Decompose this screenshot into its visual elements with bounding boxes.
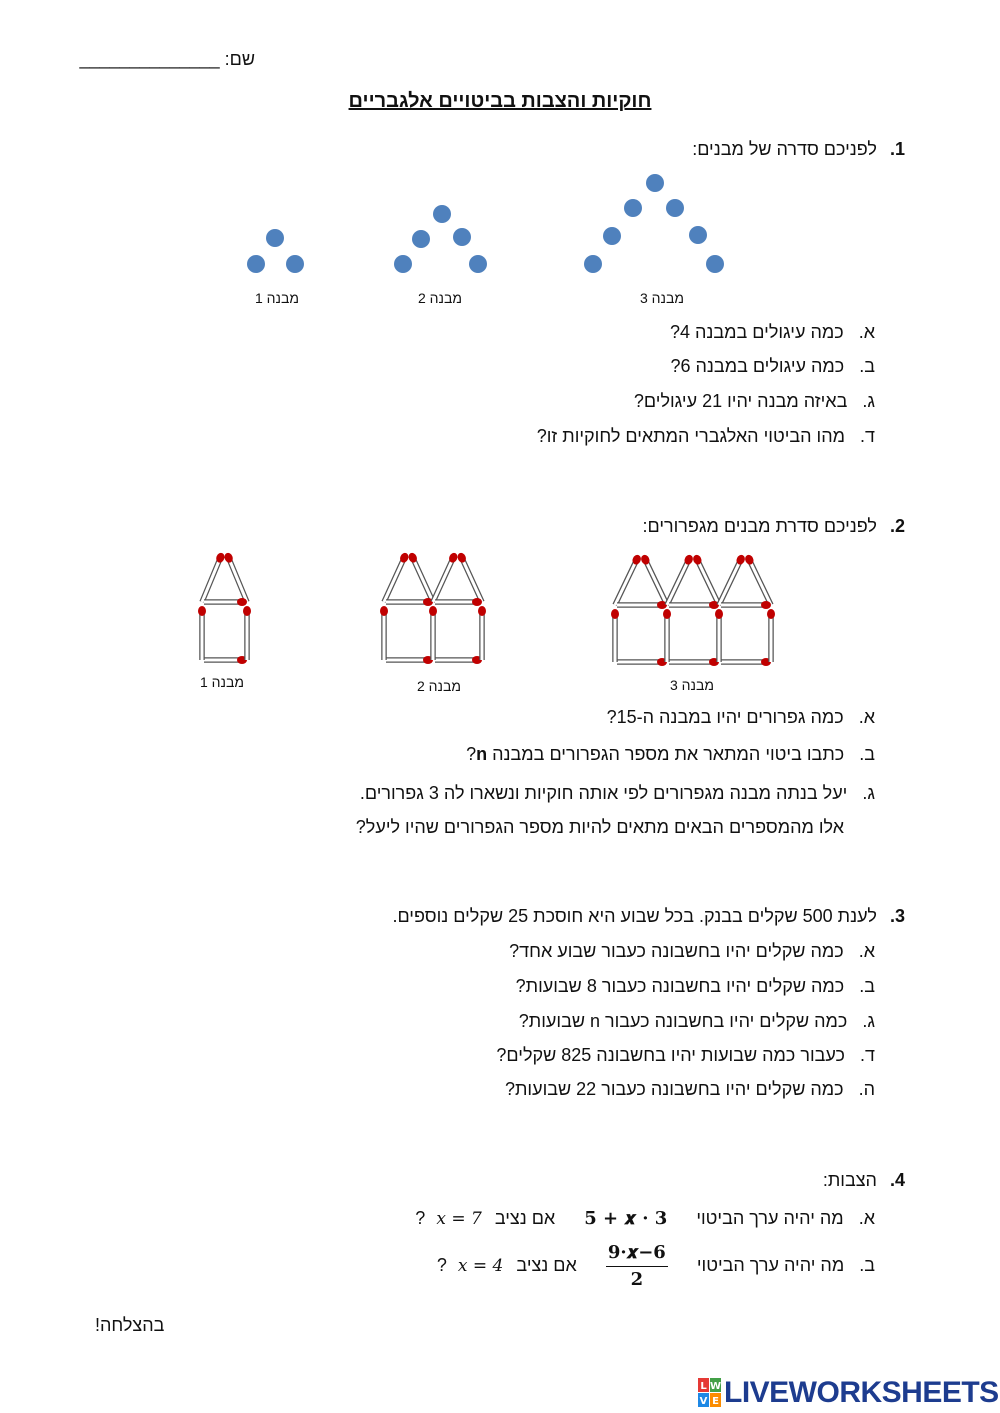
figure-circle (394, 255, 412, 273)
expression-b-fraction (606, 1242, 668, 1291)
q1-item-b (670, 355, 875, 377)
matchstick (456, 552, 482, 602)
q3-item-c (519, 1010, 875, 1032)
figure-circle (689, 226, 707, 244)
figure-circle (453, 228, 471, 246)
matchstick (615, 553, 642, 605)
item-text: כמה שקלים יהיו בחשבונה כעבור 8 שבועות? (515, 976, 845, 996)
matchstick (721, 601, 771, 609)
q1-figure-1-label: מבנה 1 (255, 290, 299, 306)
name-line (79, 48, 255, 70)
figure-circle (646, 174, 664, 192)
item-text: כמה עיגולים במבנה 6? (670, 356, 845, 376)
fraction-numerator: 9·𝒙−6 (606, 1242, 668, 1267)
logo-badge-letter: E (712, 1396, 719, 1407)
name-label: שם: (224, 49, 255, 69)
item-letter: ב. (859, 356, 875, 376)
matchstick (202, 552, 226, 602)
variable-n: n (476, 744, 488, 764)
circle-figure-2 (394, 205, 487, 273)
figure-circle (469, 255, 487, 273)
matchstick (433, 552, 459, 602)
q2-intro-text: לפניכם סדרת מבנים מגפרורים: (642, 516, 877, 536)
q4-item-b (437, 1238, 875, 1293)
q3-item-d (496, 1044, 875, 1066)
fraction-denominator: 2 (630, 1268, 644, 1290)
q1-item-a (670, 321, 875, 343)
matchstick (435, 598, 482, 606)
q3-item-a (509, 940, 875, 962)
q2-item-c (360, 782, 875, 804)
matchstick (669, 658, 719, 666)
q4-intro-text: הצבות: (822, 1170, 877, 1190)
matchstick (663, 609, 671, 662)
q4-intro (823, 1169, 905, 1191)
q1-item-d (537, 425, 875, 447)
matchstick (478, 606, 486, 660)
logo-badge-letter: V (699, 1396, 708, 1407)
substitution-a: 𝑥 = 7 (436, 1209, 482, 1229)
matchstick (386, 598, 433, 606)
item-letter: ג. (862, 1011, 875, 1031)
q3-intro (392, 905, 905, 927)
item-text: כמה שקלים יהיו בחשבונה כעבור n שבועות? (518, 1011, 848, 1031)
item-letter: א. (858, 707, 875, 727)
item-letter: ה. (858, 1079, 875, 1099)
item-prefix: מה יהיה ערך הביטוי (696, 1208, 844, 1228)
question-mark: ? (436, 1255, 447, 1275)
matchstick (611, 609, 619, 662)
matchstick (719, 553, 746, 605)
matchstick (692, 553, 719, 605)
q2-number: 2. (889, 516, 905, 536)
figure-circle (584, 255, 602, 273)
logo-badge-letter: W (709, 1381, 722, 1392)
matchstick (667, 553, 694, 605)
matchstick (429, 606, 437, 660)
item-letter: א. (858, 941, 875, 961)
expression-a: 5 + 𝒙 · 3 (584, 1208, 668, 1229)
question-mark: ? (415, 1208, 426, 1228)
circle-figure-3 (584, 174, 724, 273)
item-text: באיזה מבנה יהיו 21 עיגולים? (633, 391, 848, 411)
item-letter: א. (858, 322, 875, 342)
item-text: יעל בנתה מבנה מגפרורים לפי אותה חוקיות ונשארו לה 3 גפרורים. (359, 783, 848, 803)
matchstick (386, 656, 433, 664)
item-letter: ד. (860, 1045, 875, 1065)
logo-badge-letter: L (700, 1381, 707, 1392)
matchstick (380, 606, 388, 660)
q2-intro (642, 515, 905, 537)
item-text: כמה עיגולים במבנה 4? (669, 322, 844, 342)
figure-circle (412, 230, 430, 248)
matchstick (617, 658, 667, 666)
q4-item-a (415, 1207, 875, 1230)
q2-item-b (466, 743, 875, 765)
circle-figure-1 (247, 229, 304, 273)
figure-circle (247, 255, 265, 273)
matchstick (204, 598, 247, 606)
q2-matchstick-figures (0, 540, 1000, 680)
item-letter: ב. (859, 744, 875, 764)
figure-circle (266, 229, 284, 247)
q1-figure-3-label: מבנה 3 (640, 290, 684, 306)
page-title: חוקיות והצבות בביטויים אלגבריים (348, 90, 652, 112)
item-middle: אם נציב (516, 1255, 577, 1275)
q1-intro (692, 138, 905, 160)
matchstick (198, 606, 206, 660)
q4-number: 4. (889, 1170, 905, 1190)
figure-circle (706, 255, 724, 273)
q1-figures (0, 165, 1000, 315)
item-letter: ב. (859, 1255, 875, 1275)
matchstick (407, 552, 433, 602)
item-text: כתבו ביטוי המתאר את מספר הגפרורים במבנה n? (466, 744, 845, 764)
q2-figure-2-label: מבנה 2 (417, 678, 461, 694)
item-letter: ב. (859, 976, 875, 996)
q2-figure-3-label: מבנה 3 (670, 677, 714, 693)
matchstick (744, 553, 771, 605)
figure-circle (433, 205, 451, 223)
liveworksheets-logo (698, 1376, 999, 1410)
matchstick (384, 552, 410, 602)
matchstick (204, 656, 247, 664)
logo-text: LIVEWORKSHEETS (724, 1376, 999, 1409)
item-letter: ג. (862, 783, 875, 803)
matchstick (243, 606, 251, 660)
item-text: כמה שקלים יהיו בחשבונה כעבור שבוע אחד? (509, 941, 844, 961)
figure-circle (624, 199, 642, 217)
figure-circle (666, 199, 684, 217)
good-luck: בהצלחה! (95, 1315, 165, 1335)
figure-circle (286, 255, 304, 273)
substitution-b: 𝑥 = 4 (457, 1256, 504, 1276)
item-text: מהו הביטוי האלגברי המתאים לחוקיות זו? (536, 426, 845, 446)
item-text: כמה גפרורים יהיו במבנה ה-15? (606, 707, 844, 727)
matchstick (767, 609, 775, 662)
item-letter: א. (858, 1208, 875, 1228)
matchstick (223, 552, 247, 602)
logo-badge-icon (698, 1378, 722, 1408)
item-text: כמה שקלים יהיו בחשבונה כעבור 22 שבועות? (504, 1079, 844, 1099)
matchstick (617, 601, 667, 609)
q1-number: 1. (889, 139, 905, 159)
q3-item-e (505, 1078, 875, 1100)
q3-item-b (516, 975, 875, 997)
q3-intro-text: לענת 500 שקלים בבנק. בכל שבוע היא חוסכת 25 שקלים נוספים. (392, 906, 877, 926)
matchstick (715, 609, 723, 662)
q2-figure-1-label: מבנה 1 (200, 674, 244, 690)
q2-item-a (607, 706, 875, 728)
q1-item-c (634, 390, 875, 412)
name-blank[interactable]: ______________ (79, 49, 220, 69)
item-text: כעבור כמה שבועות יהיו בחשבונה 825 שקלים? (496, 1045, 845, 1065)
matchstick (669, 601, 719, 609)
q1-figure-2-label: מבנה 2 (418, 290, 462, 306)
q1-intro-text: לפניכם סדרה של מבנים: (692, 139, 877, 159)
matchstick (435, 656, 482, 664)
q3-number: 3. (889, 906, 905, 926)
item-letter: ג. (862, 391, 875, 411)
q2-item-c-line2: אלו מהמספרים הבאים מתאים להיות מספר הגפרורים שהיו ליעל? (355, 817, 844, 837)
figure-circle (603, 227, 621, 245)
matchstick (721, 658, 771, 666)
matchstick (640, 553, 667, 605)
item-prefix: מה יהיה ערך הביטוי (696, 1255, 845, 1275)
item-letter: ד. (860, 426, 875, 446)
item-middle: אם נציב (494, 1208, 556, 1228)
